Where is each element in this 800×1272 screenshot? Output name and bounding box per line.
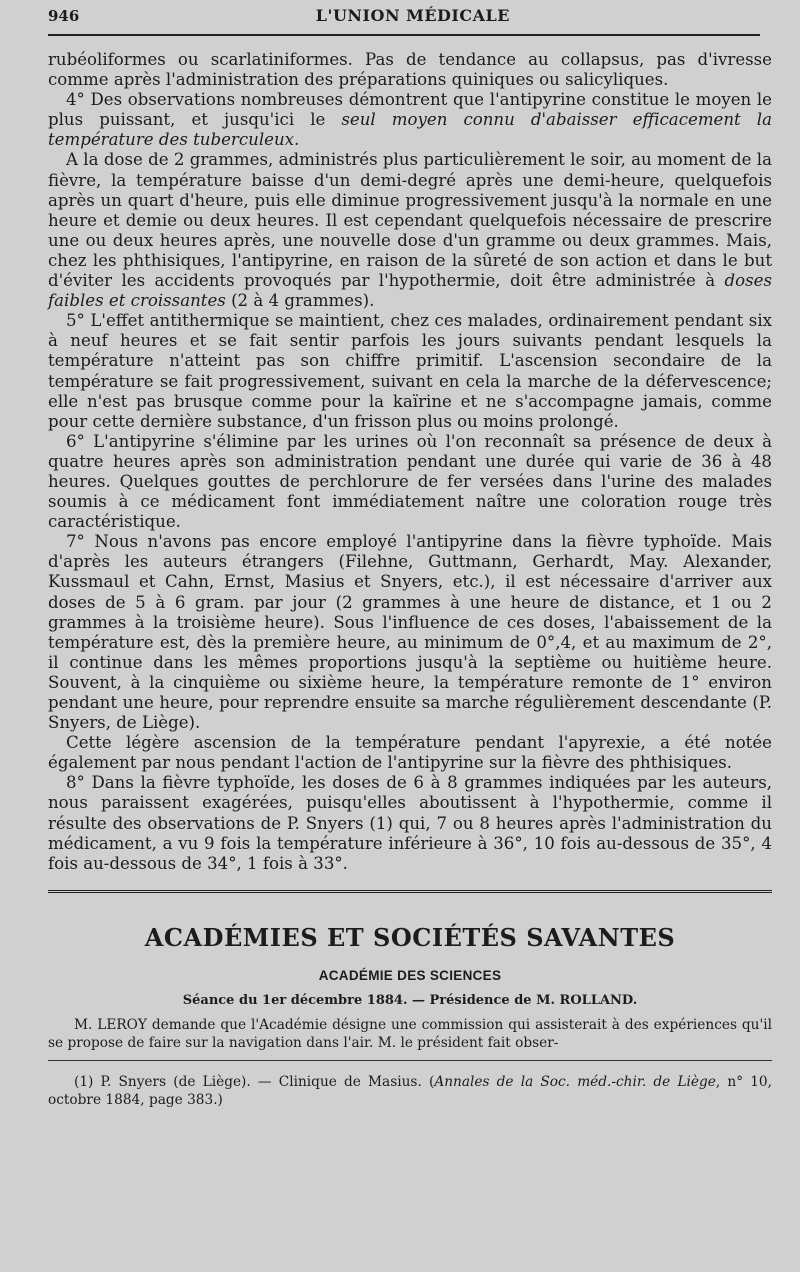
paragraph (48, 773, 772, 873)
paragraph (48, 311, 772, 432)
section-title: ACADÉMIES ET SOCIÉTÉS SAVANTES (144, 922, 676, 952)
text-run: 5° L'effet antithermique se maintient, chez ces malades, ordinairement pendant six à neuf heures et se fait sentir parfois les jours suivants pendant lesquels la température n'atteint pas son chiffre primitif. L'ascension secondaire de la température se fait progressivement, suivant en cela la marche de la défervescence; elle n'est pas brusque comme pour la kaïrine et ne s'accompagne jamais, comme pour cette dernière substance, d'un frisson plus ou moins prolongé. (48, 311, 772, 431)
paragraph (48, 532, 772, 733)
journal-title: L'UNION MÉDICALE (315, 6, 510, 25)
paragraph (48, 733, 772, 773)
session-info: Séance du 1er décembre 1884. — Présidence de M. ROLLAND. (182, 992, 638, 1008)
page-number: 946 (48, 7, 80, 25)
italic-text: doses faibles et croissantes (48, 271, 772, 311)
paragraph (48, 432, 772, 532)
footnote-divider (48, 1060, 772, 1061)
text-run: rubéoliformes ou scarlatiniformes. Pas de tendance au collapsus, pas d'ivresse comme après l'administration des préparations quiniques ou salicyliques. (48, 50, 772, 90)
running-header (48, 6, 760, 36)
section-body (48, 1016, 772, 1052)
text-run: Cette légère ascension de la température pendant l'apyrexie, a été notée également par nous pendant l'action de l'antipyrine sur la fièvre des phthisiques. (48, 733, 772, 773)
article-body (48, 50, 772, 874)
text-run: (1) P. Snyers (de Liège). — Clinique de Masius. ( (74, 1073, 435, 1090)
text-run: 8° Dans la fièvre typhoïde, les doses de 6 à 8 grammes indiquées par les auteurs, nous paraissent exagérées, puisqu'elles aboutissent à l'hypothermie, comme il résulte des observations de P. Snyers (1) qui, 7 ou 8 heures après l'administration du médicament, a vu 9 fois la température inférieure à 36°, 10 fois au-dessous de 35°, 4 fois au-dessous de 34°, 1 fois à 33°. (48, 773, 772, 873)
italic-text: Annales de la Soc. méd.-chir. de Liège (434, 1073, 716, 1090)
italic-text: seul moyen connu d'abaisser efficacement la température des tuberculeux. (48, 110, 772, 150)
text-run: 4° Des observations nombreuses démontrent que l'antipyrine constitue le moyen le plus puissant, et jusqu'ici le (48, 90, 772, 130)
section-paragraph: M. LEROY demande que l'Académie désigne une commission qui assisterait à des expériences qu'il se propose de faire sur la navigation dans l'air. M. le président fait obser- (48, 1016, 772, 1051)
section-subtitle: ACADÉMIE DES SCIENCES (318, 967, 502, 983)
text-run: A la dose de 2 grammes, administrés plus particulièrement le soir, au moment de la fièvre, la température baisse d'un demi-degré après une demi-heure, quelquefois après un quart d'heure, puis elle diminue progressivement jusqu'à la normale en une heure et demie ou deux heures. Il est cependant quelquefois nécessaire de prescrire une ou deux heures après, une nouvelle dose d'un gramme ou deux grammes. Mais, chez les phthisiques, l'antipyrine, en raison de la sûreté de son action et dans le but d'éviter les accidents provoqués par l'hypothermie, doit être administrée à (48, 150, 772, 291)
paragraph (48, 90, 772, 150)
text-run: (2 à 4 grammes). (225, 291, 375, 311)
text-run: , n° 10, octobre 1884, page 383.) (48, 1073, 772, 1108)
paragraph (48, 50, 772, 90)
section-divider (48, 890, 772, 897)
footnote (48, 1073, 772, 1109)
text-run: 7° Nous n'avons pas encore employé l'antipyrine dans la fièvre typhoïde. Mais d'après les auteurs étrangers (Filehne, Guttmann, Gerhardt, May. Alexander, Kussmaul et Cahn, Ernst, Masius et Snyers, etc.), il est nécessaire d'arriver aux doses de 5 à 6 gram. par jour (2 grammes à une heure de distance, et 1 ou 2 grammes à la troisième heure). Sous l'influence de ces doses, l'abaissement de la température est, dès la première heure, au minimum de 0°,4, et au maximum de 2°, il continue dans les mêmes proportions jusqu'à la septième ou huitième heure. Souvent, à la cinquième ou sixième heure, la température remonte de 1° environ pendant une heure, pour reprendre ensuite sa marche régulièrement descendante (P. Snyers, de Liège). (48, 532, 772, 733)
text-run: 6° L'antipyrine s'élimine par les urines où l'on reconnaît sa présence de deux à quatre heures après son administration pendant une durée qui varie de 36 à 48 heures. Quelques gouttes de perchlorure de fer versées dans l'urine des malades soumis à ce médicament font immédiatement naître une coloration rouge très caractéristique. (48, 431, 772, 532)
paragraph (48, 150, 772, 311)
